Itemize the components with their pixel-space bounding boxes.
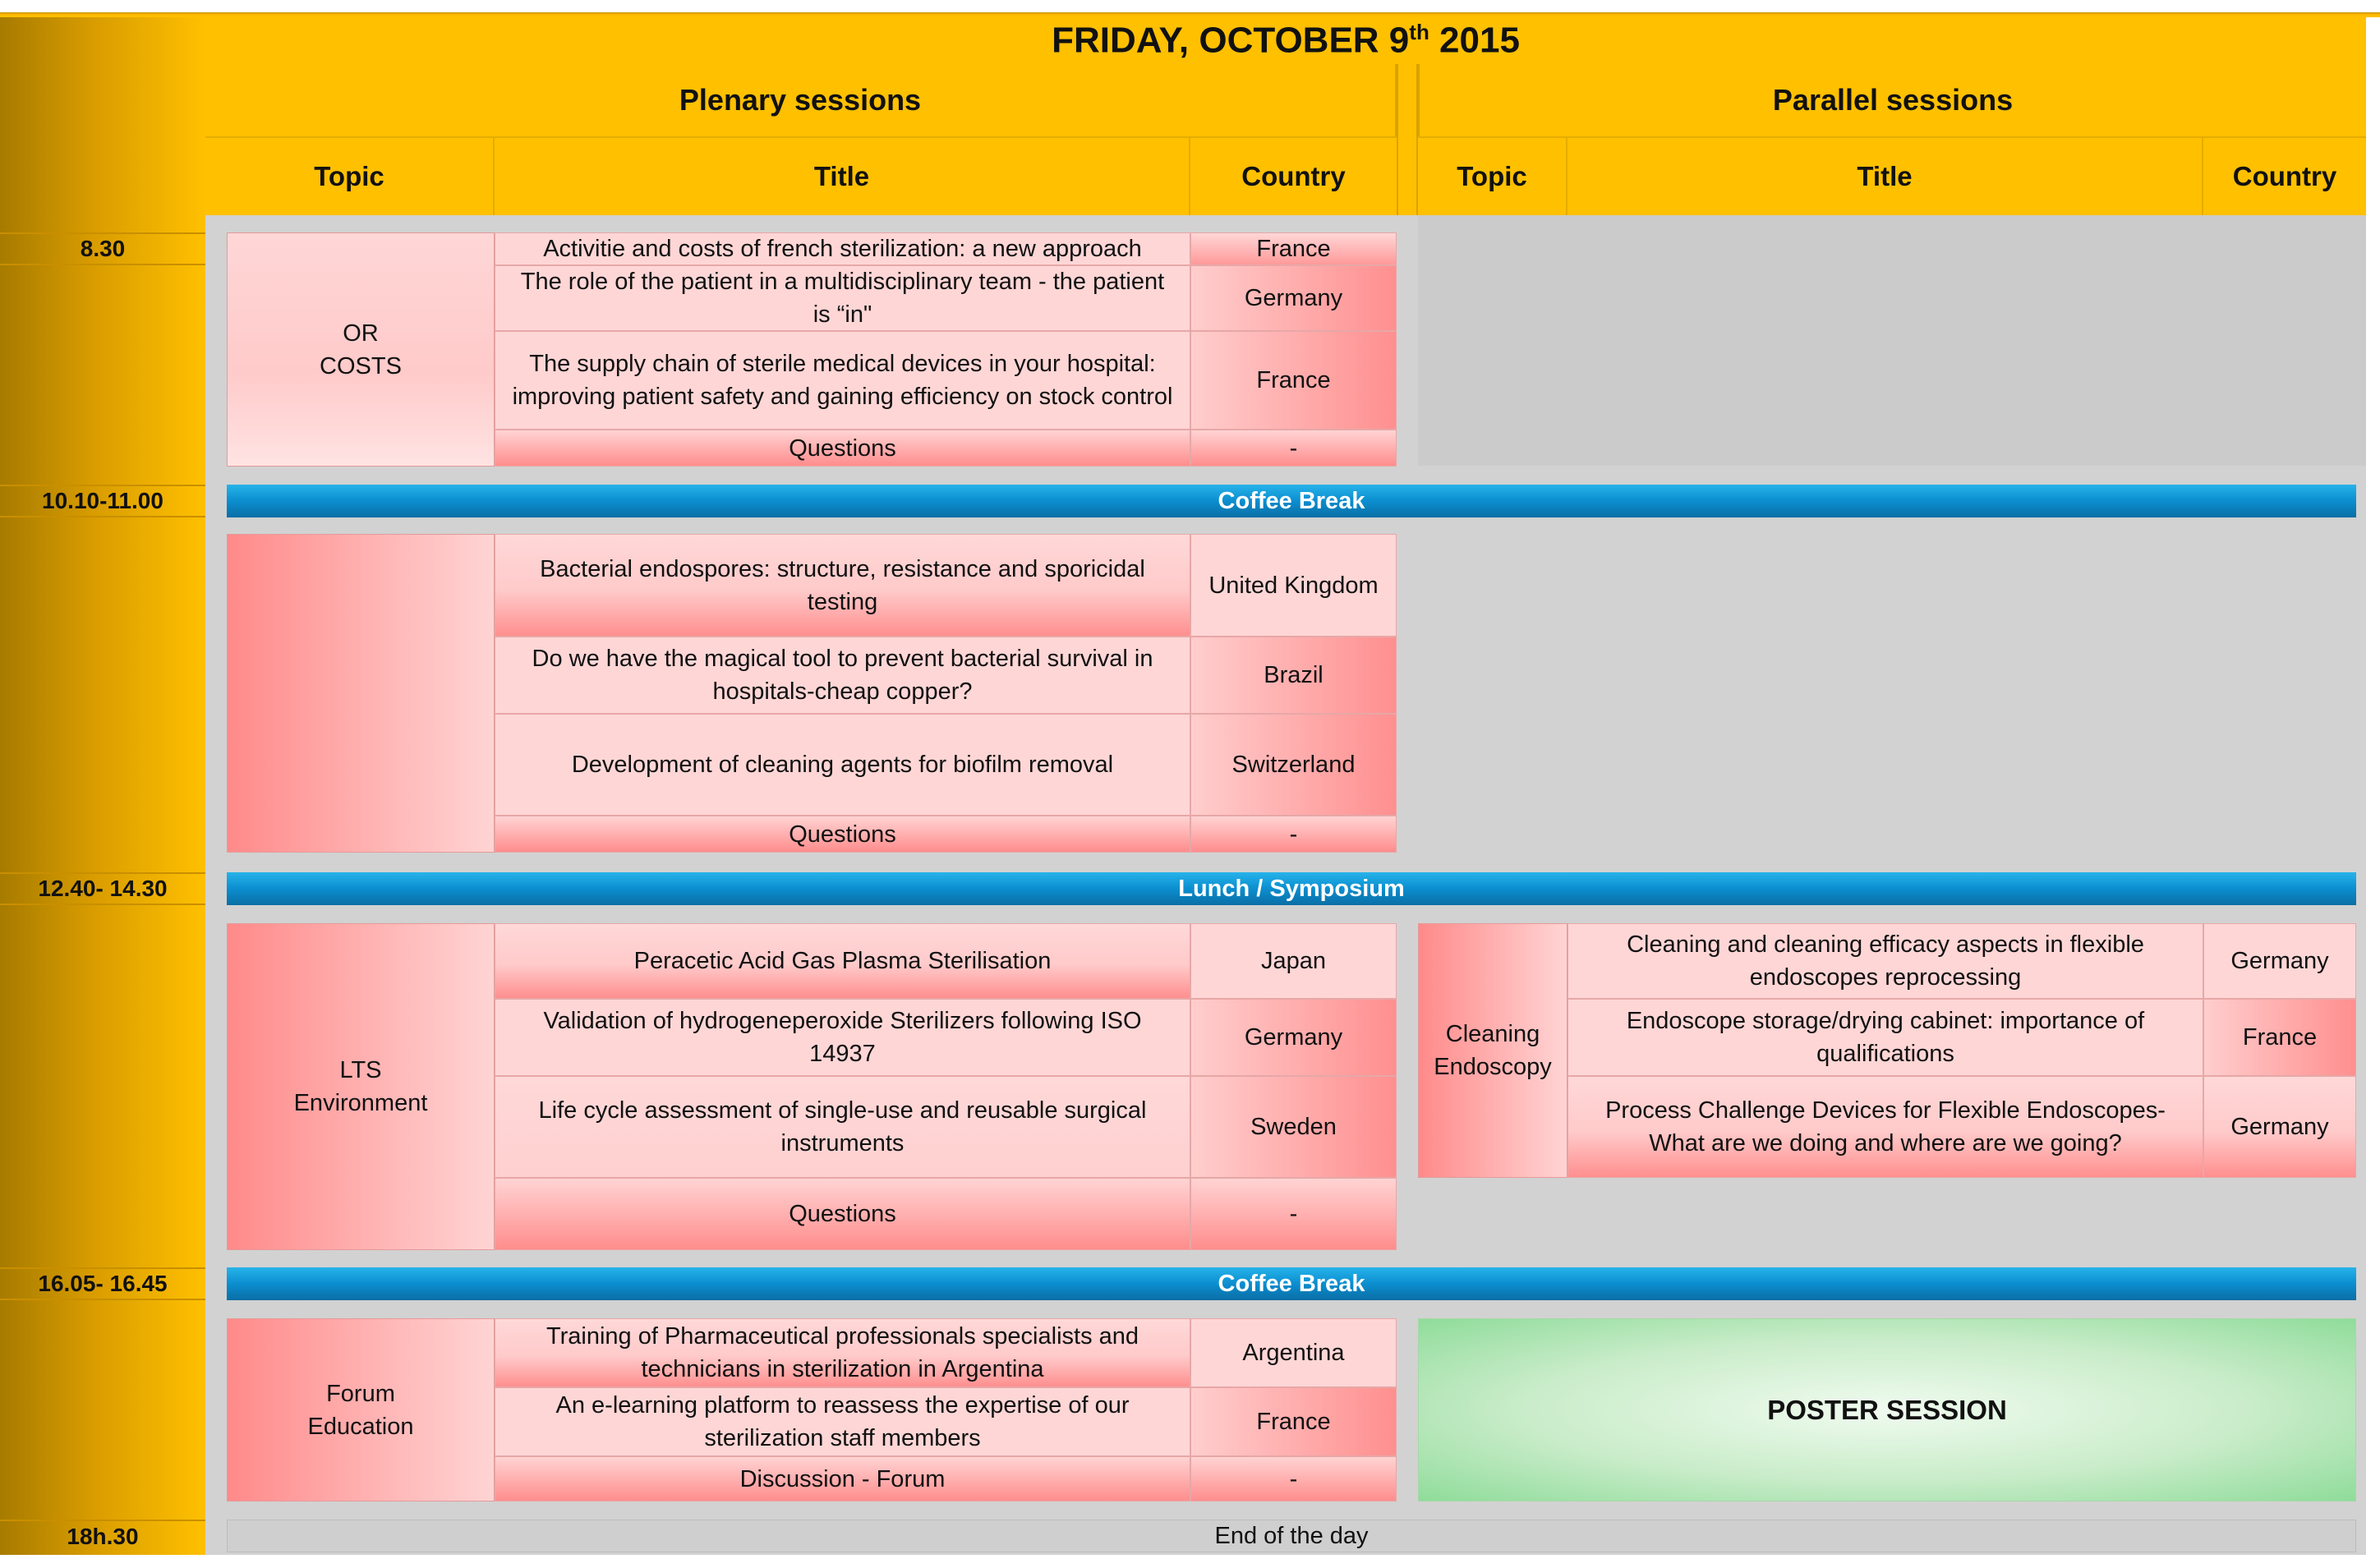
header-gap: [1397, 64, 1418, 215]
session-country: Germany: [1190, 999, 1397, 1076]
poster-session-box: POSTER SESSION: [1418, 1318, 2356, 1501]
time-10-10: 10.10-11.00: [0, 485, 205, 517]
session-country: Sweden: [1190, 1076, 1397, 1178]
session-country: France: [1190, 331, 1397, 430]
session-title: Validation of hydrogeneperoxide Sterilizers following ISO 14937: [495, 999, 1190, 1076]
time-16-05: 16.05- 16.45: [0, 1267, 205, 1300]
session-country: France: [2203, 999, 2356, 1076]
time-12-40: 12.40- 14.30: [0, 872, 205, 905]
coffee-break-bar: Coffee Break: [227, 1267, 2356, 1300]
session-country: -: [1190, 430, 1397, 467]
session-country: -: [1190, 816, 1397, 853]
day-title: FRIDAY, OCTOBER 9th 2015: [1052, 19, 1520, 61]
day-title-bar: [205, 16, 2366, 64]
session-title: An e-learning platform to reassess the expertise of our sterilization staff members: [495, 1387, 1190, 1456]
lunch-symposium-bar: Lunch / Symposium: [227, 872, 2356, 905]
plenary-sessions-header: Plenary sessions: [205, 64, 1397, 136]
session-title: Discussion - Forum: [495, 1456, 1190, 1501]
session-title: Activitie and costs of french sterilization: a new approach: [495, 232, 1190, 265]
session-title: Bacterial endospores: structure, resistance and sporicidal testing: [495, 534, 1190, 637]
session-country: Brazil: [1190, 637, 1397, 714]
session-country: Japan: [1190, 923, 1397, 999]
plenary-country-header: Country: [1190, 136, 1397, 215]
session-country: France: [1190, 1387, 1397, 1456]
session-country: -: [1190, 1178, 1397, 1250]
coffee-break-bar: Coffee Break: [227, 485, 2356, 517]
session-country: United Kingdom: [1190, 534, 1397, 637]
session-title: Do we have the magical tool to prevent bacterial survival in hospitals-cheap copper?: [495, 637, 1190, 714]
parallel-title-header: Title: [1567, 136, 2203, 215]
session-country: Germany: [2203, 923, 2356, 999]
topic-cleaning-endoscopy: Cleaning Endoscopy: [1418, 923, 1567, 1178]
parallel-country-header: Country: [2203, 136, 2366, 215]
session-title: Questions: [495, 1178, 1190, 1250]
session-country: France: [1190, 232, 1397, 265]
topic-lts-environment: LTS Environment: [227, 923, 495, 1250]
parallel-topic-header: Topic: [1418, 136, 1567, 215]
session-title: Questions: [495, 430, 1190, 467]
time-18-30: 18h.30: [0, 1520, 205, 1552]
session-title: Process Challenge Devices for Flexible Endoscopes- What are we doing and where are we going?: [1567, 1076, 2203, 1178]
session-title: Life cycle assessment of single-use and reusable surgical instruments: [495, 1076, 1190, 1178]
session-title: Peracetic Acid Gas Plasma Sterilisation: [495, 923, 1190, 999]
session-title: The role of the patient in a multidisciplinary team - the patient is “in": [495, 265, 1190, 331]
parallel-sessions-header: Parallel sessions: [1418, 64, 2366, 136]
time-8-30: 8.30: [0, 232, 205, 265]
topic-forum-education: Forum Education: [227, 1318, 495, 1501]
topic-unnamed: [227, 534, 495, 853]
session-title: Development of cleaning agents for biofilm removal: [495, 714, 1190, 816]
session-country: Germany: [2203, 1076, 2356, 1178]
session-country: Germany: [1190, 265, 1397, 331]
plenary-title-header: Title: [495, 136, 1190, 215]
session-title: The supply chain of sterile medical devices in your hospital: improving patient safety and gaining efficiency on stock control: [495, 331, 1190, 430]
session-country: -: [1190, 1456, 1397, 1501]
session-title: Training of Pharmaceutical professionals specialists and technicians in sterilization in Argentina: [495, 1318, 1190, 1387]
session-title: Cleaning and cleaning efficacy aspects in flexible endoscopes reprocessing: [1567, 923, 2203, 999]
session-country: Argentina: [1190, 1318, 1397, 1387]
topic-or-costs: OR COSTS: [227, 232, 495, 467]
parallel-empty-area: [1418, 215, 2366, 466]
session-title: Endoscope storage/drying cabinet: importance of qualifications: [1567, 999, 2203, 1076]
session-country: Switzerland: [1190, 714, 1397, 816]
end-of-day-bar: End of the day: [227, 1520, 2356, 1552]
session-title: Questions: [495, 816, 1190, 853]
plenary-topic-header: Topic: [205, 136, 495, 215]
